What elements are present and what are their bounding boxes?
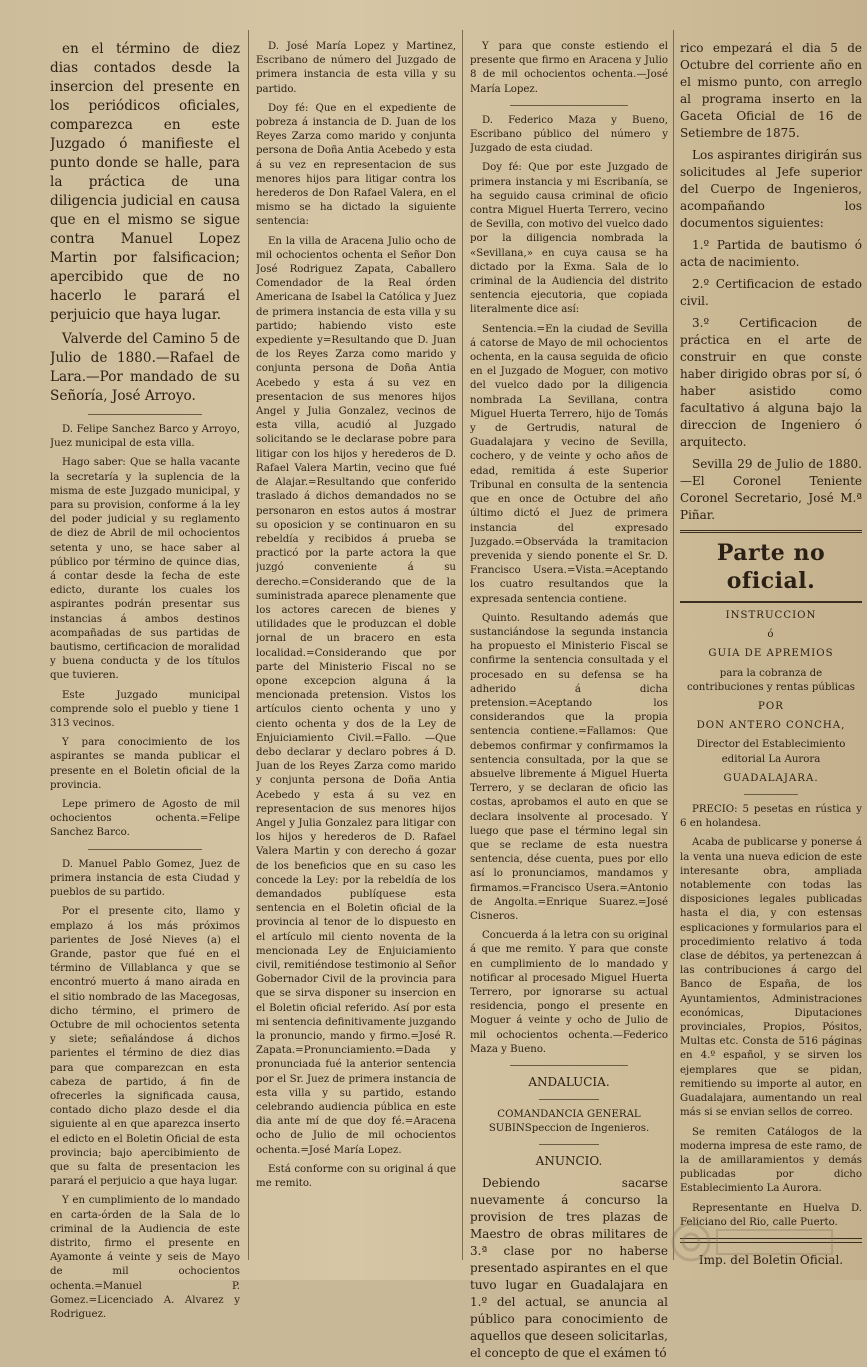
requirement-item: 2.º Certificacion de estado civil. — [680, 277, 862, 308]
notice-signature: Y en cumplimiento de lo mandado en carta-órden de la Sala de lo criminal de la Audiencia de este distrito, firmo el presente en Ayamonte á veinte y seis de Mayo de mil ochocientos ochenta.=Manuel P. Gomez.=Licenciado A. Alvarez y Rodriguez. — [50, 1195, 240, 1320]
column-rule — [462, 30, 463, 1260]
requirement-item: 3.º Certificacion de práctica en el arte de construir en que conste haber dirigido obras por sí, ó haber asistido como facultativo á alguna bajo la direccion de Ingeniero ó arquitecto. — [680, 316, 862, 449]
column-rule — [673, 30, 674, 1260]
column-4 — [680, 40, 862, 1274]
archive-watermark-icon — [669, 1218, 839, 1266]
book-price: PRECIO: 5 pesetas en rústica y 6 en holandesa. — [680, 804, 862, 830]
sentence-text: En la villa de Aracena Julio ocho de mil ochocientos ochenta el Señor Don José Rodriguez Zapata, Caballero Comendador de la Real órden Americana de Isabel la Católica y Juez de primera instancia de esta villa y su partido; habiendo visto este expediente y=Resultando que D. Juan de los Reyes Zarza como marido y conjunta persona de Doña Antia Acebedo y esta á su vez en presentacion de sus menores hijos Angel y Julia Gonzalez, vecinos de esta villa, acudió al Juzgado solicitando se le declarase pobre para litigar con los hijos y herederos de D. Rafael Valera Martin, vecino que fué de Alajar.=Resultando que conferido traslado á dichos demandados no se personaron en estos autos á mostrar su oposicion y se continuaron en su rebeldía y recibidos á prueba se practicó por la parte actora la que juzgó conveniente á su derecho.=Considerando que de la suministrada aparece plenamente que los actores carecen de bienes y utilidades que le produzcan el doble jornal de un bracero en esta localidad.=Considerando que por parte del Ministerio Fiscal no se opone excepcion alguna á la mencionada pretension. Vistos los artículos ciento ochenta y uno y ciento ochenta y dos de la Ley de Enjuiciamiento Civil.=Fallo. —Que debo declarar y declaro pobres á D. Juan de los Reyes Zarza como marido y conjunta persona de Doña Antia Acebedo y esta á su vez en representacion de sus menores hijos Angel y Julia Gonzalez para litigar con los hijos y herederos de D. Rafael Valera Martin y con derecho á gozar de los beneficios que en su caso les concede la Ley: por la rebeldía de los demandados publíquese esta sentencia en el Boletin oficial de la provincia al tenor de lo dispuesto en el artículo mil ciento noventa de la mencionada Ley de Enjuiciamiento civil, remitiéndose testimonio al Señor Gobernador Civil de la provincia para que se sirva disponer su insercion en el Boletin oficial referido. Así por esta mi sentencia definitivamente juzgando la pronuncio, mando y firmo.=José R. Zapata.=Pronunciamiento.=Dada y pronunciada fué la anterior sentencia por el Sr. Juez de primera instancia de esta villa y su partido, estando celebrando audiencia pública en este dia ante mí de que doy fé.=Aracena ocho de Julio de mil ochocientos ochenta.=José María Lopez. — [256, 235, 456, 1156]
column-rule — [248, 30, 249, 1260]
notice-text: Doy fé: Que en el expediente de pobreza á instancia de D. Juan de los Reyes Zarza como marido y conjunta persona de Doña Antia Acebedo y esta á su vez en representacion de sus menores hijos para litigar contra los herederos de Don Rafael Valera, en el mismo se ha dictado la siguiente sentencia: — [256, 102, 456, 228]
book-by: POR — [758, 701, 784, 713]
book-author: DON ANTERO CONCHA, — [696, 720, 846, 732]
column-1 — [50, 40, 240, 1327]
book-city: GUADALAJARA. — [723, 772, 819, 784]
announcement-signature: Sevilla 29 de Julio de 1880. —El Coronel Teniente Coronel Secretario, José M.ª Piñar. — [680, 457, 862, 522]
advert-text: Acaba de publicarse y ponerse á la venta una nueva edicion de este interesante obra, ampliada notablemente con todas las disposiciones legales publicadas hasta el dia, y con estensas esplicaciones y formularios para el procedimiento relativo á toda clase de débitos, ya pertenezcan á las contribuciones á cargo del Banco de España, de los Ayuntamientos, Administraciones económicas, Diputaciones provinciales, Propios, Pósitos, Multas etc. Consta de 516 páginas en 4.º español, y se sirven los ejemplares que se pidan, remitiendo su importe al autor, en Guadalajara, aumentando un real más si se envian sellos de correo. — [680, 837, 862, 1119]
author-title: Director del Establecimiento editorial La Aurora — [696, 739, 846, 765]
announcement-text: Debiendo sacarse nuevamente á concurso la provision de tres plazas de Maestro de obras militares de 3.ª clase por no haberse presentado aspirantes en el que tuvo lugar en Guadalajara en 1.º del actual, se anuncia al público para conocimiento de aquellos que deseen solicitarlas, el concepto de que el exámen tó — [470, 1176, 668, 1361]
notice-text: Por el presente cito, llamo y emplazo á los más próximos parientes de José Nieves (a) el Grande, pastor que fué en el término de Villablanca y que se encontró muerto á mano airada en el sitio nombrado de las Macegosas, dicho término, el primero de Octubre de mil ochocientos setenta y siete; señalándose á dichos parientes el término de diez dias para que comparezcan en esta cabeza de partido, á fin de ofrecerles la significada causa, contado dicho plazo desde el dia siguiente al en que aparezca inserto el edicto en el Boletin Oficial de esta provincia; bajo apercibimiento de que su falta de presentacion les parará el perjuicio a que haya lugar. — [50, 906, 240, 1188]
separator — [539, 1099, 598, 1100]
notice-signature: Y para que conste estiendo el presente que firmo en Aracena y Julio 8 de mil ochocientos ochenta.—José María Lopez. — [470, 41, 668, 95]
notice-text: Doy fé: Que por este Juzgado de primera instancia y mi Escribanía, se ha seguido causa criminal de oficio contra Miguel Huerta Terrero, vecino de Sevilla, con motivo del vuelco dado por la diligencia nombrada la «Sevillana,» en cuya causa se ha dictado por la Exma. Sala de lo criminal de la Audiencia del distrito sentencia ejecutoria, que copiada literalmente dice así: — [470, 162, 668, 316]
book-title-line: INSTRUCCION — [725, 610, 817, 621]
notice-header: D. José María Lopez y Martinez, Escribano de número del Juzgado de primera instancia de esta villa y su partido. — [256, 41, 456, 95]
notice-signature: Lepe primero de Agosto de mil ochocientos ochenta.=Felipe Sanchez Barco. — [50, 799, 240, 839]
notice-text: Y para conocimiento de los aspirantes se manda publicar el presente en el Boletin oficial de la provincia. — [50, 737, 240, 791]
advert-text: Representante en Huelva D. Feliciano del Rio, calle Puerto. — [680, 1202, 862, 1228]
notice-header: D. Felipe Sanchez Barco y Arroyo, Juez municipal de esta villa. — [50, 424, 240, 450]
advert-text: Se remiten Catálogos de la moderna impresa de este ramo, de la de amillaramientos y demás publicadas por dicho Establecimiento La Aurora. — [680, 1126, 862, 1195]
book-subtitle: para la cobranza de contribuciones y rentas públicas — [686, 667, 856, 693]
announcement-continuation: rico empezará el dia 5 de Octubre del corriente año en el mismo punto, con arreglo al programa inserto en la Gaceta Oficial de 16 de Setiembre de 1875. — [680, 41, 862, 140]
notice-text: Este Juzgado municipal comprende solo el pueblo y tiene 1 313 vecinos. — [50, 689, 240, 730]
edict-text: en el término de diez dias contados desde la insercion del presente en los periódicos oficiales, comparezca en este Juzgado ó manifieste el punto donde se halle, para la práctica de una diligencia judicial en causa que en el mismo se sigue contra Manuel Lopez Martin por falsificacion; apercibido que de no hacerlo le parará el perjuicio que haya lugar. — [50, 41, 240, 323]
office-heading: COMANDANCIA GENERAL SUBINSpeccion de Ingenieros. — [488, 1109, 650, 1135]
separator — [510, 105, 629, 106]
announcement-text: Los aspirantes dirigirán sus solicitudes al Jefe superior del Cuerpo de Ingenieros, acompañando los documentos siguientes: — [680, 148, 862, 230]
notice-header: D. Federico Maza y Bueno, Escribano público del número y Juzgado de esta ciudad. — [470, 114, 668, 155]
notice-closing: Está conforme con su original á que me remito. — [256, 1163, 456, 1190]
notice-title: ANUNCIO. — [535, 1154, 603, 1169]
separator — [510, 1065, 629, 1066]
separator — [88, 849, 202, 850]
book-title-line: ó — [767, 629, 775, 641]
column-3 — [470, 40, 668, 1367]
notice-text: Hago saber: Que se halla vacante la secretaría y la suplencia de la misma de este Juzgado municipal, y para su provision, conforme á la ley del poder judicial y su reglamento de diez de Abril de mil ochocientos setenta y uno, se hace saber al público por término de quince dias, á contar desde la fecha de este edicto, durante los cuales los aspirantes podrán presentar sus instancias á ambos destinos acompañadas de sus partidas de bautismo, certificacion de moralidad y buena conducta y de los títulos que tuvieren. — [50, 457, 240, 682]
book-title: GUIA DE APREMIOS — [708, 648, 834, 660]
printer-imprint: Imp. del Boletin Oficial. — [698, 1252, 844, 1267]
section-title: Parte no oficial. — [680, 530, 862, 603]
notice-signature: Concuerda á la letra con su original á que me remito. Y para que conste en cumplimiento de lo mandado y notificar al procesado Miguel Huerta Terrero, por ignorarse su actual residencia, pongo el presente en Moguer á veinte y ocho de Julio de mil ochocientos ochenta.—Federico Maza y Bueno. — [470, 930, 668, 1055]
edict-signature: Valverde del Camino 5 de Julio de 1880.—Rafael de Lara.—Por mandado de su Señoría, José Arroyo. — [50, 331, 240, 404]
region-heading: ANDALUCIA. — [528, 1075, 610, 1090]
column-2 — [256, 40, 456, 1196]
separator — [744, 794, 799, 795]
requirement-item: 1.º Partida de bautismo ó acta de nacimiento. — [680, 238, 862, 269]
separator — [539, 1144, 598, 1145]
sentence-text: Sentencia.=En la ciudad de Sevilla á catorse de Mayo de mil ochocientos ochenta, en la causa seguida de oficio en el Juzgado de Moguer, con motivo del vuelco dado por la diligencia nombrada La Sevillana, contra Miguel Huerta Terrero, hijo de Tomás y de Gertrudis, natural de Guadalajara y vecino de Sevilla, cochero, y de veinte y ocho años de edad, remitida á este Superior Tribunal en consulta de la sentencia que en once de Octubre del año último dictó el Juez de primera instancia del expresado Juzgado.=Observáda la tramitacion prevenida y siendo ponente el Sr. D. Francisco Usera.=Vista.=Aceptando los cuatro resultandos que la expresada sentencia contiene. — [470, 323, 668, 605]
sentence-text: Quinto. Resultando además que sustanciándose la segunda instancia ha propuesto el Ministerio Fiscal se confirme la sentencia consultada y el procesado en su defensa se ha adherido á dicha pretension.=Aceptando los considerandos que la propia sentencia contiene.=Fallamos: Que debemos confirmar y confirmamos la sentencia consultada, por la que se absuelve libremente á Miguel Huerta Terrero, y se declaran de oficio las costas, aprobamos el auto en que se declara insolvente al procesado. Y luego que pase el término legal sin que se reclame de esta nuestra sentencia, dése cuenta, pues por ello así lo pronunciamos, mandamos y firmamos.=Francisco Usera.=Antonio de Angolta.=Enrique Suarez.=José Cisneros. — [470, 612, 668, 922]
separator — [88, 414, 202, 415]
notice-header: D. Manuel Pablo Gomez, Juez de primera instancia de esta Ciudad y pueblos de su partido. — [50, 858, 240, 899]
